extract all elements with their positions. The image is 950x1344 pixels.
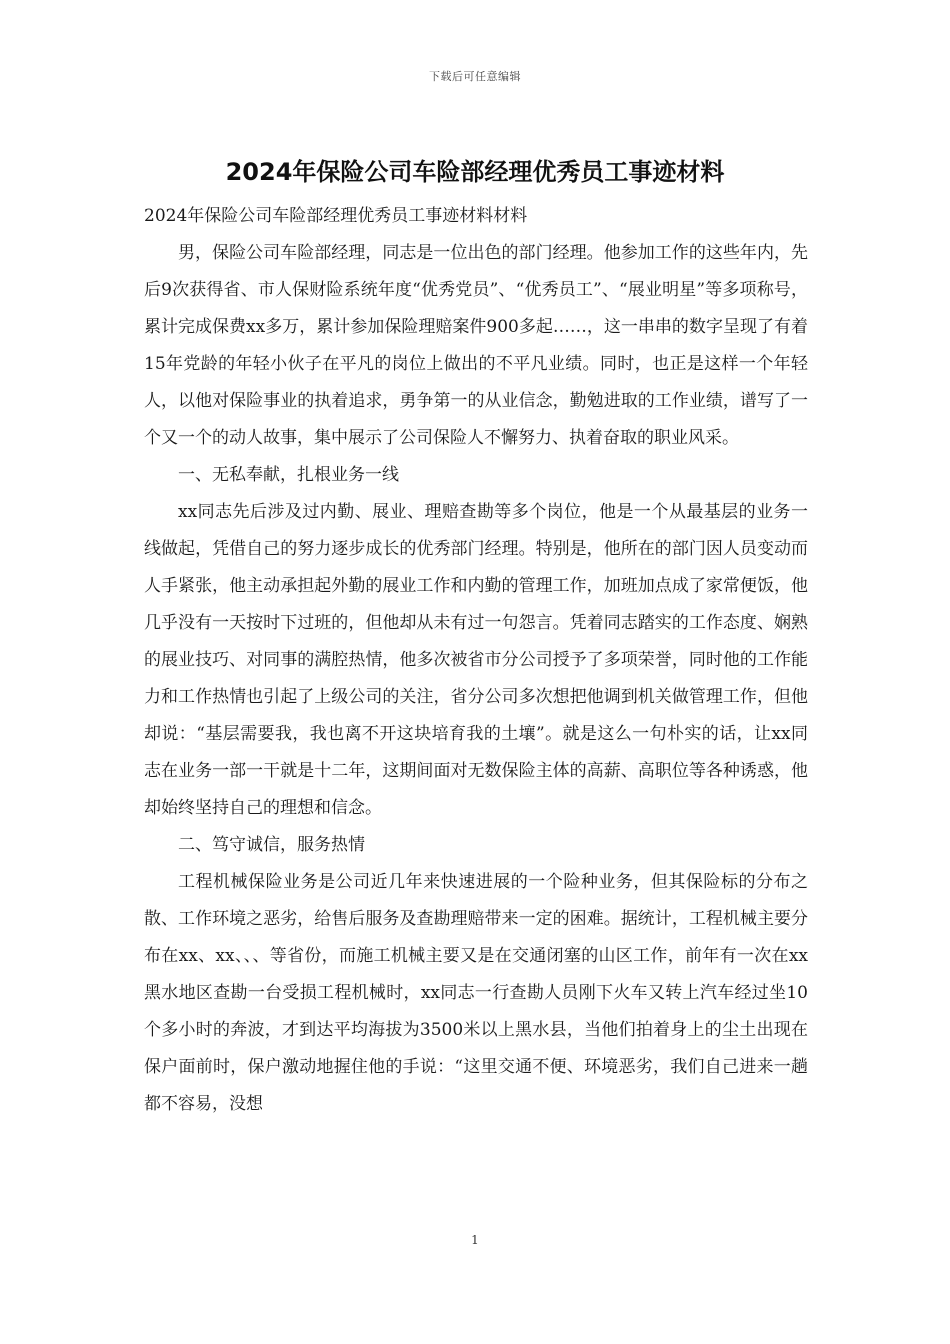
- paragraph-intro: 男，保险公司车险部经理，同志是一位出色的部门经理。他参加工作的这些年内，先后9次获得省、市人保财险系统年度“优秀党员”、“优秀员工”、“展业明星”等多项称号，累计完成保费xx多万，累计参加保险理赔案件900多起……，这一串串的数字呈现了有着15年党龄的年轻小伙子在平凡的岗位上做出的不平凡业绩。同时，也正是这样一个年轻人，以他对保险事业的执着追求，勇争第一的从业信念，勤勉进取的工作业绩，谱写了一个又一个的动人故事，集中展示了公司保险人不懈努力、执着奋取的职业风采。: [144, 243, 808, 448]
- paragraph-section-2: 工程机械保险业务是公司近几年来快速进展的一个险种业务，但其保险标的分布之散、工作环境之恶劣，给售后服务及查勘理赔带来一定的困难。据统计，工程机械主要分布在xx、xx、、、等省份，而施工机械主要又是在交通闭塞的山区工作，前年有一次在xx黑水地区查勘一台受损工程机械时，xx同志一行查勘人员刚下火车又转上汽车经过坐10个多小时的奔波，才到达平均海拔为3500米以上黑水县，当他们拍着身上的尘土出现在保户面前时，保户激动地握住他的手说：“这里交通不便、环境恶劣，我们自己进来一趟都不容易，没想: [144, 872, 808, 1114]
- section-heading-1: 一、无私奉献，扎根业务一线: [178, 465, 399, 485]
- header-note: 下载后可任意编辑: [429, 70, 521, 83]
- page-number: 1: [471, 1233, 479, 1247]
- document-subtitle: 2024年保险公司车险部经理优秀员工事迹材料材料: [144, 206, 528, 226]
- paragraph-section-1: xx同志先后涉及过内勤、展业、理赔查勘等多个岗位，他是一个从最基层的业务一线做起，凭借自己的努力逐步成长的优秀部门经理。特别是，他所在的部门因人员变动而人手紧张，他主动承担起外勤的展业工作和内勤的管理工作，加班加点成了家常便饭，他几乎没有一天按时下过班的，但他却从未有过一句怨言。凭着同志踏实的工作态度、娴熟的展业技巧、对同事的满腔热情，他多次被省市分公司授予了多项荣誉，同时他的工作能力和工作热情也引起了上级公司的关注，省分公司多次想把他调到机关做管理工作，但他却说：“基层需要我，我也离不开这块培育我的土壤”。就是这么一句朴实的话，让xx同志在业务一部一干就是十二年，这期间面对无数保险主体的高薪、高职位等各种诱惑，他却始终坚持自己的理想和信念。: [144, 502, 808, 818]
- document-title: 2024年保险公司车险部经理优秀员工事迹材料: [225, 158, 725, 186]
- section-heading-2: 二、笃守诚信，服务热情: [178, 835, 365, 855]
- document-body: [144, 198, 808, 1123]
